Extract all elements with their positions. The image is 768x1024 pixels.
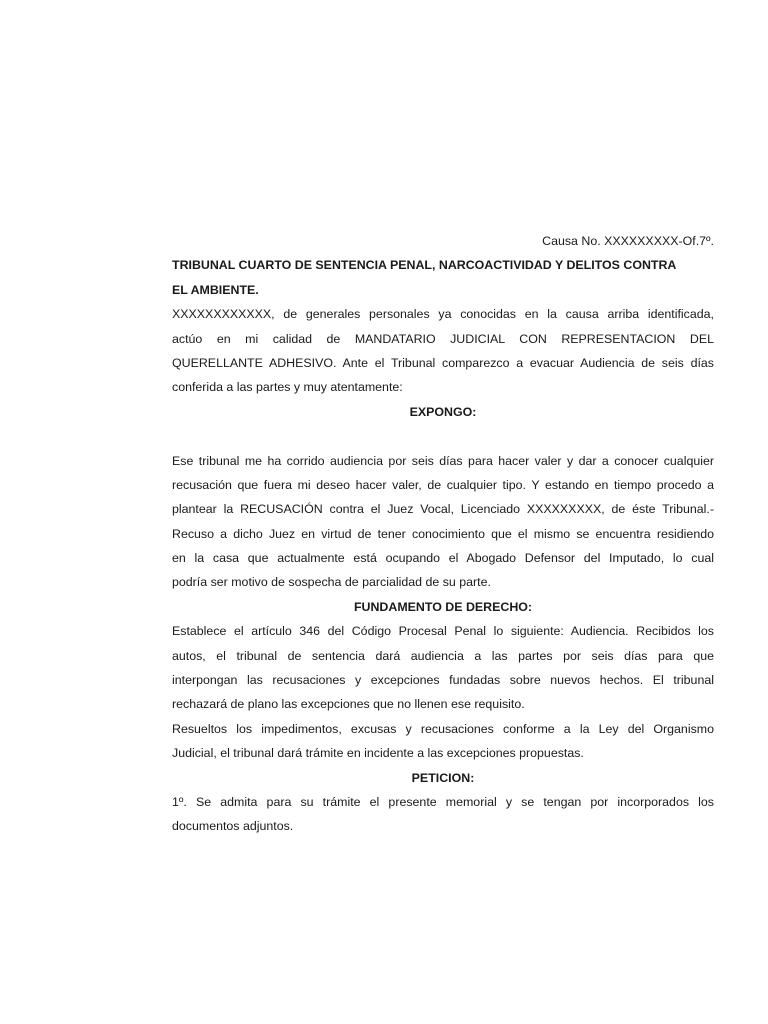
tribunal-line-2: EL AMBIENTE. (172, 282, 259, 297)
expongo-heading: EXPONGO: (409, 404, 477, 419)
peticion-line: documentos adjuntos. (172, 819, 294, 834)
fundamento-line: Establece el artículo 346 del Código Procesal Penal lo siguiente: Audiencia. Recibidos los (172, 624, 714, 639)
tribunal-line-1: TRIBUNAL CUARTO DE SENTENCIA PENAL, NARCOACTIVIDAD Y DELITOS CONTRA (172, 258, 677, 273)
intro-line: QUERELLANTE ADHESIVO. Ante el Tribunal comparezco a evacuar Audiencia de seis días (172, 355, 714, 370)
expongo-line: plantear la RECUSACIÓN contra el Juez Vocal, Licenciado XXXXXXXXX, de éste Tribunal.- (172, 502, 714, 517)
case-number: Causa No. XXXXXXXXX-Of.7º. (542, 234, 714, 248)
peticion-line: 1º. Se admita para su trámite el presente memorial y se tengan por incorporados los (172, 794, 714, 809)
expongo-line: recusación que fuera mi deseo hacer valer, de cualquier tipo. Y estando en tiempo procedo a (172, 477, 714, 492)
intro-line: actúo en mi calidad de MANDATARIO JUDICIAL CON REPRESENTACION DEL (172, 331, 714, 346)
intro-line: XXXXXXXXXXXX, de generales personales ya conocidas en la causa arriba identificada, (172, 307, 714, 322)
fundamento-line: autos, el tribunal de sentencia dará audiencia a las partes por seis días para que (172, 648, 714, 663)
fundamento-line: Judicial, el tribunal dará trámite en incidente a las excepciones propuestas. (172, 746, 584, 761)
fundamento-line: rechazará de plano las excepciones que no llenen ese requisito. (172, 697, 525, 712)
expongo-line: en la casa que actualmente está ocupando el Abogado Defensor del Imputado, lo cual (172, 551, 714, 566)
fundamento-heading: FUNDAMENTO DE DERECHO: (353, 599, 533, 614)
intro-line: conferida a las partes y muy atentamente: (172, 380, 403, 395)
expongo-line: podría ser motivo de sospecha de parcialidad de su parte. (172, 575, 491, 590)
fundamento-line: interpongan las recusaciones y excepciones fundadas sobre nuevos hechos. El tribunal (172, 673, 714, 688)
expongo-line: Ese tribunal me ha corrido audiencia por seis días para hacer valer y dar a conocer cualquier (172, 453, 714, 468)
peticion-heading: PETICION: (411, 770, 475, 785)
fundamento-line: Resueltos los impedimentos, excusas y recusaciones conforme a la Ley del Organismo (172, 721, 714, 736)
spacer (172, 424, 714, 448)
expongo-line: Recuso a dicho Juez en virtud de tener conocimiento que el mismo se encuentra residiendo (172, 526, 714, 541)
document-page (172, 229, 714, 839)
